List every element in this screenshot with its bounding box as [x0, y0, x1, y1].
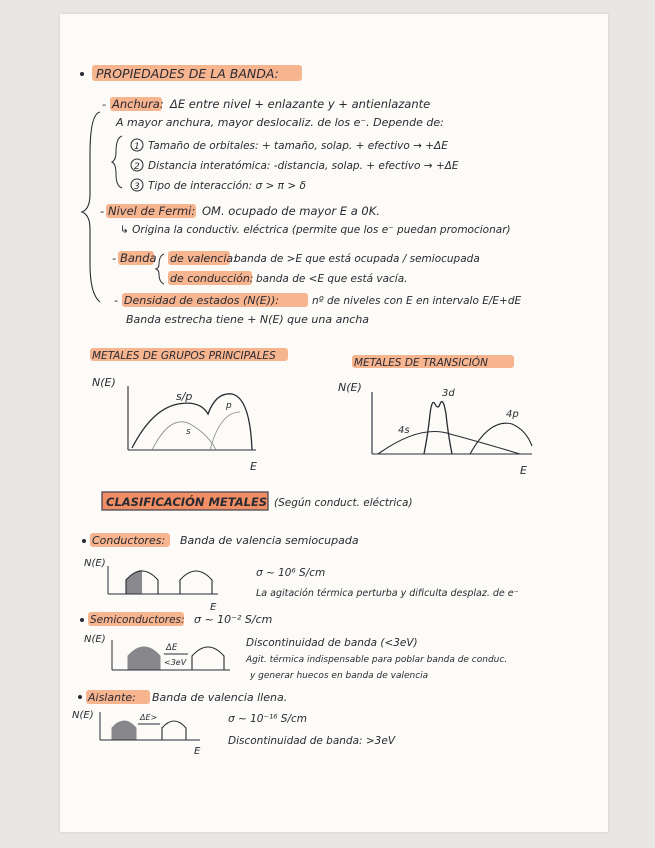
aislante-note-1: σ ~ 10⁻¹⁶ S/cm — [228, 713, 307, 725]
aislante-valence-band — [112, 721, 136, 740]
classification-subtitle: (Según conduct. eléctrica) — [274, 497, 413, 509]
aislante-gap-label: ΔE> — [140, 713, 158, 722]
s-band-curve — [152, 422, 216, 450]
fermi-detail: ↳ Origina la conductiv. eléctrica (permite que los e⁻ puedan promocionar) — [120, 224, 511, 236]
4s-label: 4s — [398, 425, 410, 436]
bullet-dot — [82, 539, 86, 543]
aislante-ylabel: N(E) — [72, 710, 94, 721]
factor-3-num: 3 — [134, 182, 140, 192]
bullet-dot — [80, 618, 84, 622]
conductores-filled-half — [126, 570, 142, 594]
conductores-label: Conductores: — [92, 534, 166, 547]
p-band-curve — [210, 412, 240, 450]
conductores-note-1: σ ~ 10⁶ S/cm — [256, 567, 326, 579]
aislante-note-2: Discontinuidad de banda: >3eV — [228, 735, 396, 747]
semiconductores-ylabel: N(E) — [84, 634, 106, 645]
conductores-note-2: La agitación térmica perturba y dificulta desplaz. de e⁻ — [256, 588, 519, 599]
semiconductores-gap-label: ΔE — [166, 643, 178, 653]
aislante-text: Banda de valencia llena. — [152, 691, 288, 704]
semiconductores-valence-band — [128, 647, 160, 670]
semiconductores-note-3: y generar huecos en banda de valencia — [250, 671, 429, 681]
transition-xlabel: E — [520, 464, 527, 477]
dash: - — [102, 97, 107, 111]
anchura-text: ΔE entre nivel + enlazante y + antienlazante — [170, 97, 431, 111]
aislante-label: Aislante: — [88, 691, 136, 704]
transition-heading: METALES DE TRANSICIÓN — [354, 357, 488, 369]
3d-label: 3d — [442, 388, 455, 399]
band-properties-heading: PROPIEDADES DE LA BANDA: — [96, 66, 279, 81]
main-group-heading: METALES DE GRUPOS PRINCIPALES — [92, 350, 276, 362]
conduccion-label: de conducción: — [170, 272, 254, 285]
anchura-label: Anchura: — [112, 97, 164, 111]
4p-label: 4p — [506, 409, 519, 420]
conductores-ylabel: N(E) — [84, 558, 106, 569]
semiconductores-label: Semiconductores: — [90, 614, 185, 626]
main-group-xlabel: E — [250, 460, 257, 473]
dash: - — [112, 251, 117, 265]
conductores-conduction-band — [180, 571, 212, 594]
sp-label: s/p — [176, 390, 193, 403]
factor-2-text: Distancia interatómica: -distancia, solap. + efectivo → +ΔE — [148, 160, 459, 172]
conduccion-text: banda de <E que está vacía. — [256, 273, 408, 285]
bullet-dot — [80, 72, 84, 76]
density-label: Densidad de estados (N(E)): — [124, 294, 279, 307]
factors-brace — [112, 136, 122, 188]
main-group-ylabel: N(E) — [92, 376, 116, 389]
conductores-text: Banda de valencia semiocupada — [180, 534, 359, 547]
notebook-page — [60, 14, 608, 832]
factor-1-text: Tamaño de orbitales: + tamaño, solap. + efectivo → +ΔE — [148, 140, 448, 152]
left-brace — [82, 112, 100, 302]
aislante-xlabel: E — [194, 746, 201, 757]
valencia-label: de valencia: — [170, 252, 237, 265]
banda-brace — [156, 254, 164, 284]
3d-band-curve — [424, 402, 452, 454]
factor-3-text: Tipo de interacción: σ > π > δ — [148, 180, 306, 192]
density-detail: Banda estrecha tiene + N(E) que una ancha — [126, 313, 370, 326]
dash: - — [114, 293, 119, 307]
banda-label: Banda — [120, 251, 157, 265]
conductores-xlabel: E — [210, 602, 217, 613]
factor-2-num: 2 — [134, 162, 140, 172]
classification-heading: CLASIFICACIÓN METALES — [106, 495, 268, 509]
factor-1-num: 1 — [134, 142, 140, 152]
page-drawing — [60, 14, 608, 832]
p-label: p — [226, 401, 232, 411]
semiconductores-gap-value: <3eV — [164, 658, 187, 667]
anchura-detail: A mayor anchura, mayor deslocaliz. de los e⁻. Depende de: — [116, 116, 444, 129]
transition-ylabel: N(E) — [338, 381, 362, 394]
4p-band-curve — [470, 423, 532, 454]
semiconductores-conduction-band — [192, 647, 224, 670]
bullet-dot — [78, 695, 82, 699]
dash: - — [100, 204, 105, 218]
semiconductores-note-2: Agit. térmica indispensable para poblar banda de conduc. — [246, 655, 508, 665]
fermi-text: OM. ocupado de mayor E a 0K. — [202, 204, 380, 218]
density-text: nº de niveles con E en intervalo E/E+dE — [312, 295, 522, 307]
aislante-conduction-band — [162, 721, 186, 740]
fermi-label: Nivel de Fermi: — [108, 204, 196, 218]
valencia-text: banda de >E que está ocupada / semiocupada — [234, 253, 480, 265]
semiconductores-note-1: Discontinuidad de banda (<3eV) — [246, 637, 418, 649]
semiconductores-text: σ ~ 10⁻² S/cm — [194, 613, 273, 626]
s-label: s — [186, 427, 191, 437]
